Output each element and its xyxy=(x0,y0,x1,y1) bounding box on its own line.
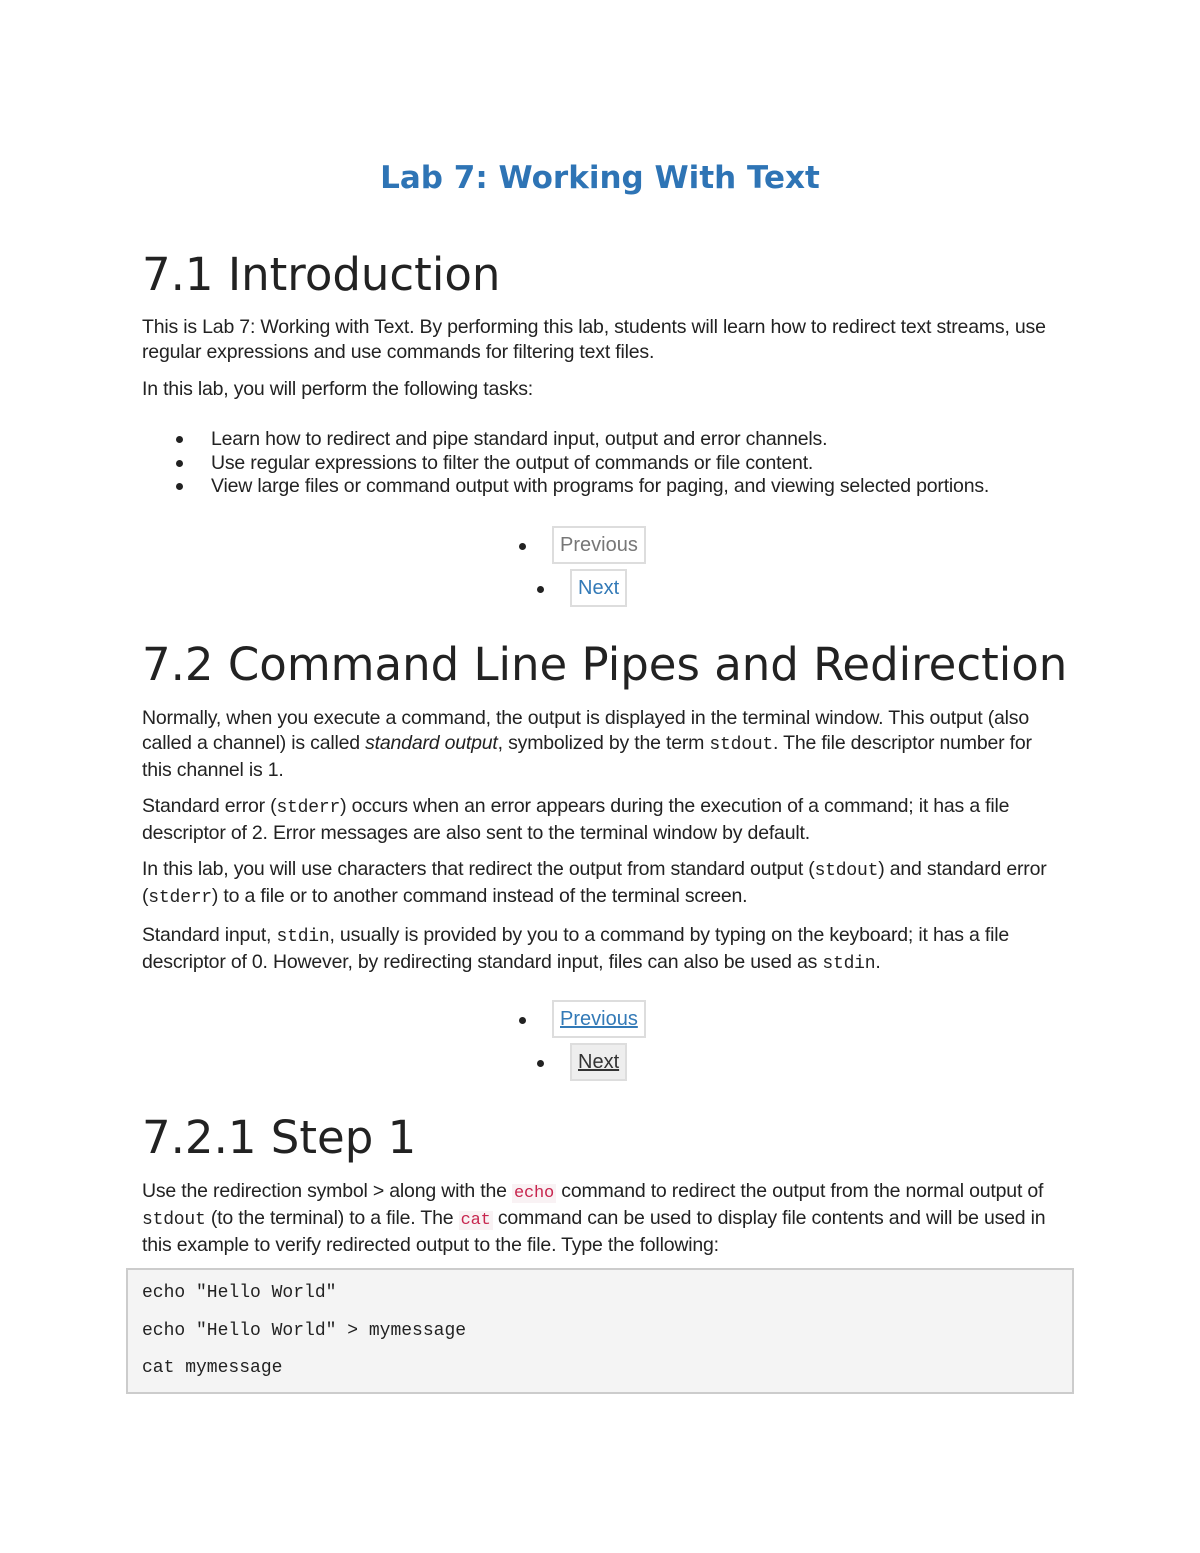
tasks-intro-paragraph: In this lab, you will perform the following tasks: xyxy=(142,378,534,400)
code-line: echo "Hello World" > mymessage xyxy=(142,1321,467,1341)
previous-button[interactable]: Previous xyxy=(552,526,646,564)
inline-code: stdin xyxy=(822,954,876,974)
next-button[interactable]: Next xyxy=(570,1043,627,1081)
section-heading-step-1: 7.2.1 Step 1 xyxy=(142,1111,417,1164)
stderr-paragraph: Standard error (stderr) occurs when an error appears during the execution of a command; it has a file descriptor of 2. Error messages are also sent to the terminal window by default. xyxy=(142,795,1010,844)
code-line: echo "Hello World" xyxy=(142,1283,337,1303)
document-title: Lab 7: Working With Text xyxy=(380,160,820,196)
inline-code: stderr xyxy=(148,888,212,908)
task-list-item: Learn how to redirect and pipe standard input, output and error channels. xyxy=(142,428,989,452)
task-list-item: Use regular expressions to filter the output of commands or file content. xyxy=(142,452,989,476)
inline-code: stdout xyxy=(142,1210,206,1230)
bullet-icon xyxy=(537,1060,544,1067)
redirect-paragraph: In this lab, you will use characters that redirect the output from standard output (stdout) and standard error (stderr) to a file or to another command instead of the terminal screen. xyxy=(142,858,1047,908)
bullet-icon xyxy=(519,1017,526,1024)
previous-button[interactable]: Previous xyxy=(552,1000,646,1038)
section-heading-introduction: 7.1 Introduction xyxy=(142,248,501,301)
inline-code: stdout xyxy=(814,861,879,881)
intro-paragraph: This is Lab 7: Working with Text. By performing this lab, students will learn how to redirect text streams, use regular expressions and use commands for filtering text files. xyxy=(142,316,1046,363)
section-heading-pipes-redirection: 7.2 Command Line Pipes and Redirection xyxy=(142,638,1068,691)
next-button[interactable]: Next xyxy=(570,569,627,607)
stdout-paragraph: Normally, when you execute a command, the output is displayed in the terminal window. This output (also called a channel) is called standard output, symbolized by the term stdout. The file descriptor number for this channel is 1. xyxy=(142,707,1032,781)
step-1-paragraph: Use the redirection symbol > along with the echo command to redirect the output from the normal output of stdout (to the terminal) to a file. The cat command can be used to display file contents and will be used in this example to verify redirected output to the file. Type the following: xyxy=(142,1180,1046,1256)
bullet-icon xyxy=(537,586,544,593)
inline-code: stdout xyxy=(709,735,774,755)
inline-command: echo xyxy=(514,1184,555,1203)
inline-code: stdin xyxy=(276,927,330,947)
stdin-paragraph: Standard input, stdin, usually is provided by you to a command by typing on the keyboard; it has a file descriptor of 0. However, by redirecting standard input, files can also be used as stdin. xyxy=(142,924,1009,974)
code-block xyxy=(126,1268,1074,1394)
bullet-icon xyxy=(519,543,526,550)
task-list-item: View large files or command output with programs for paging, and viewing selected portions. xyxy=(142,475,989,499)
task-list xyxy=(142,428,989,499)
code-line: cat mymessage xyxy=(142,1358,283,1378)
inline-code: stderr xyxy=(276,798,341,818)
inline-command: cat xyxy=(460,1211,491,1230)
